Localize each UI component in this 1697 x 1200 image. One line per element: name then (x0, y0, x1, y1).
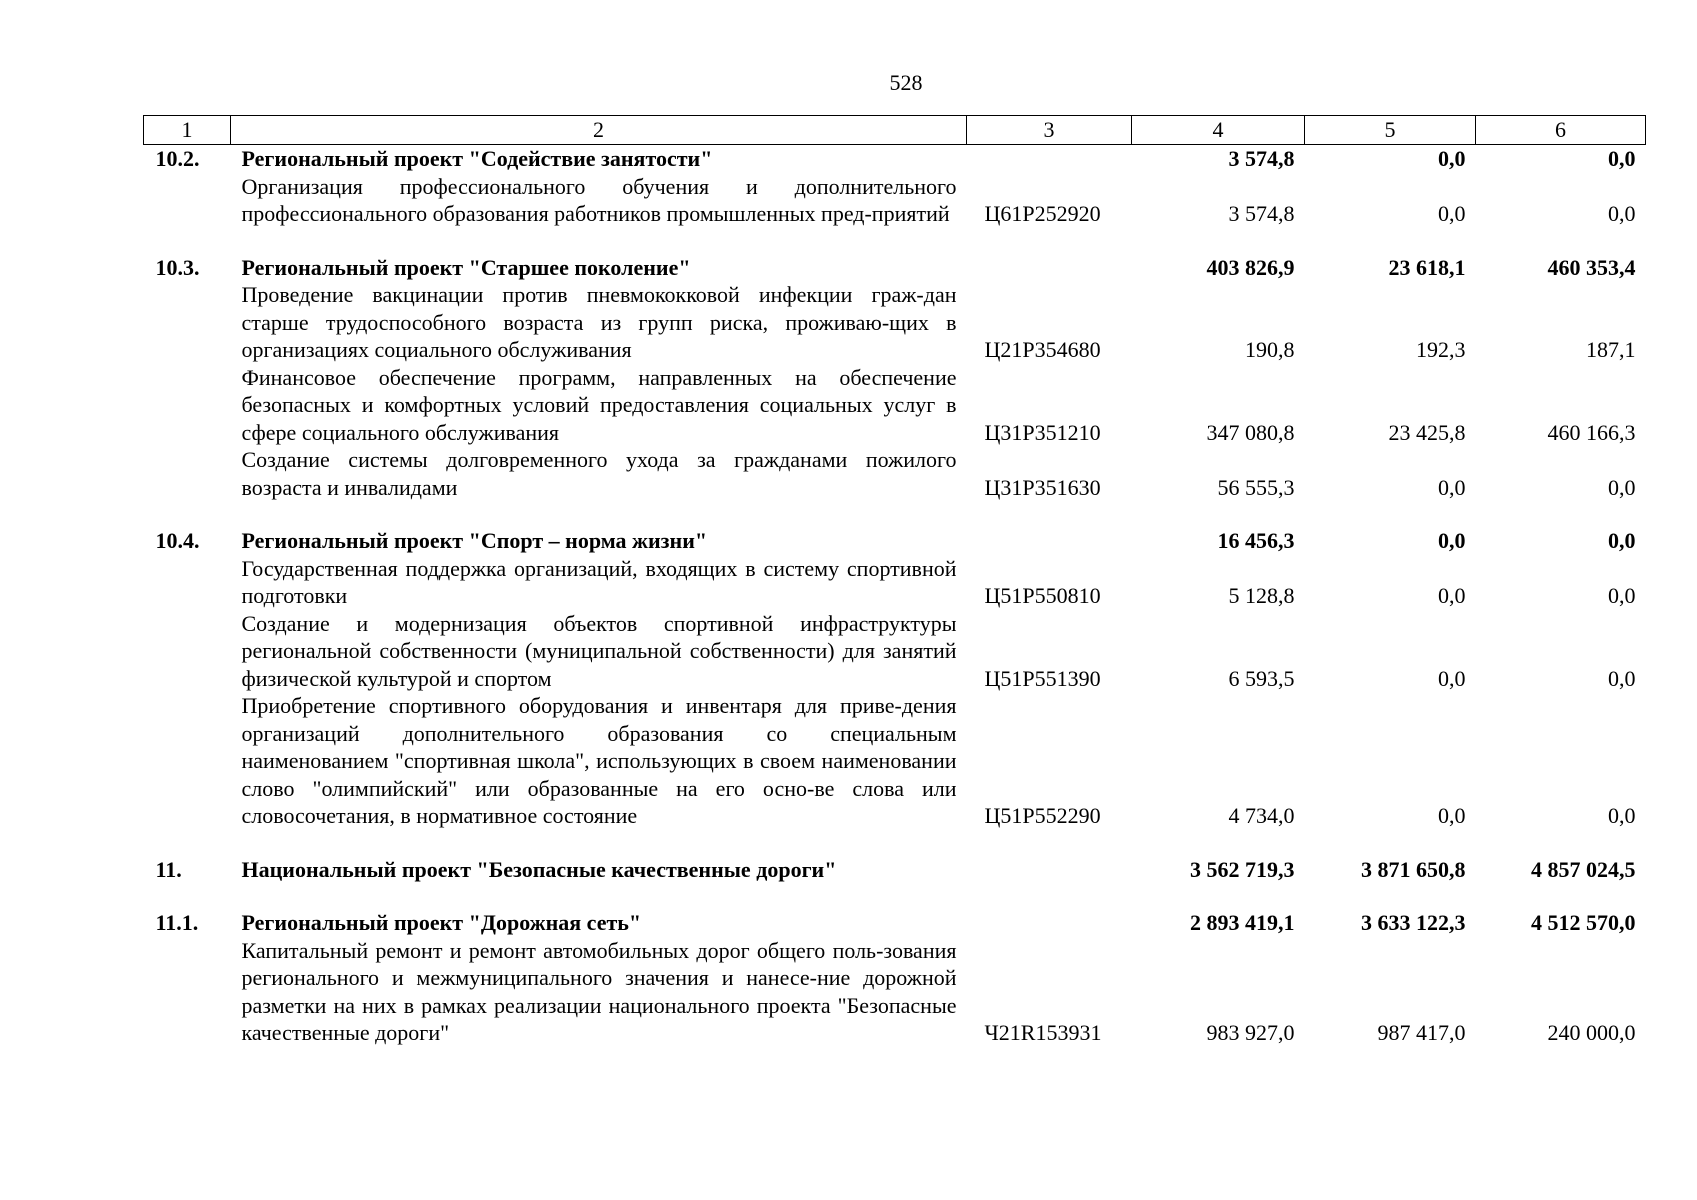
amount-col-4: 983 927,0 (1206, 1020, 1295, 1045)
table-row (144, 610, 1646, 693)
table-row (144, 145, 1646, 173)
item-description: Организация профессионального обучения и дополнительного профессионального образования работников промышленных пред-приятий (241, 173, 957, 226)
amount-col-5: 0,0 (1438, 803, 1466, 828)
item-index (144, 937, 231, 1047)
table-row (144, 692, 1646, 830)
amount-col-6: 240 000,0 (1547, 1020, 1636, 1045)
budget-code: Ц51Р552290 (984, 803, 1101, 828)
item-index (144, 555, 231, 610)
table-row (144, 555, 1646, 610)
amount-col-6: 0,0 (1608, 803, 1636, 828)
budget-code (967, 254, 1132, 282)
amount-col-5: 0,0 (1438, 146, 1466, 171)
header-col-6: 6 (1476, 116, 1646, 145)
section-title: Региональный проект "Содействие занятости" (241, 146, 713, 171)
amount-col-6: 0,0 (1608, 583, 1636, 608)
amount-col-4: 190,8 (1245, 337, 1295, 362)
amount-col-6: 4 857 024,5 (1531, 856, 1636, 882)
amount-col-4: 2 893 419,1 (1190, 910, 1295, 935)
budget-code (967, 909, 1132, 937)
amount-col-6: 0,0 (1608, 474, 1636, 500)
row-spacer (144, 883, 1646, 909)
item-index (144, 281, 231, 364)
amount-col-5: 0,0 (1438, 528, 1466, 553)
section-title: Региональный проект "Дорожная сеть" (241, 910, 642, 935)
amount-col-5: 23 425,8 (1388, 419, 1466, 445)
table-row (144, 254, 1646, 282)
amount-col-5: 987 417,0 (1377, 1020, 1466, 1045)
amount-col-5: 0,0 (1438, 665, 1466, 691)
item-index (144, 364, 231, 447)
header-col-2: 2 (231, 116, 967, 145)
section-title: Региональный проект "Спорт – норма жизни" (241, 528, 708, 553)
item-description: Проведение вакцинации против пневмококковой инфекции граж-дан старше трудоспособного возраста из групп риска, проживаю-щих в организациях социального обслуживания (241, 282, 957, 362)
budget-code: Ц51Р551390 (984, 665, 1101, 691)
header-col-4: 4 (1132, 116, 1305, 145)
budget-code: Ц61Р252920 (984, 201, 1101, 226)
table-row (144, 281, 1646, 364)
table-row (144, 446, 1646, 501)
budget-table (143, 115, 1646, 1047)
header-col-1: 1 (144, 116, 231, 145)
amount-col-4: 3 574,8 (1228, 201, 1295, 226)
amount-col-5: 0,0 (1438, 583, 1466, 608)
item-description: Создание системы долговременного ухода за гражданами пожилого возраста и инвалидами (241, 447, 957, 500)
item-description: Капитальный ремонт и ремонт автомобильных дорог общего поль-зования регионального и межмуниципального значения и нанесе-ние дорожной разметки на них в рамках реализации национального проекта "Безопасные качественные дороги" (241, 937, 957, 1045)
amount-col-4: 3 574,8 (1228, 146, 1295, 171)
item-description: Создание и модернизация объектов спортивной инфраструктуры региональной собственности (муниципальной собственности) для занятий физической культурой и спортом (241, 610, 957, 691)
amount-col-5: 0,0 (1438, 474, 1466, 500)
amount-col-5: 23 618,1 (1388, 254, 1466, 280)
table-row (144, 909, 1646, 937)
row-spacer (144, 501, 1646, 527)
amount-col-4: 347 080,8 (1206, 419, 1295, 445)
amount-col-6: 4 512 570,0 (1531, 910, 1636, 935)
section-index: 11. (155, 856, 182, 882)
amount-col-4: 56 555,3 (1217, 474, 1295, 500)
table-row (144, 173, 1646, 228)
amount-col-5: 192,3 (1416, 337, 1466, 362)
amount-col-4: 5 128,8 (1228, 583, 1295, 608)
budget-code: Ч21R153931 (984, 1020, 1102, 1045)
section-index: 10.3. (155, 254, 200, 280)
budget-code: Ц31Р351630 (984, 474, 1101, 500)
amount-col-6: 187,1 (1586, 337, 1636, 362)
table-row (144, 856, 1646, 884)
budget-code (967, 145, 1132, 173)
budget-code: Ц21Р354680 (984, 337, 1101, 362)
budget-code: Ц51Р550810 (984, 583, 1101, 608)
amount-col-4: 6 593,5 (1228, 665, 1295, 691)
amount-col-6: 0,0 (1608, 665, 1636, 691)
amount-col-4: 3 562 719,3 (1190, 856, 1295, 882)
header-col-3: 3 (967, 116, 1132, 145)
budget-code (967, 856, 1132, 884)
budget-code (967, 527, 1132, 555)
header-col-5: 5 (1305, 116, 1476, 145)
section-index: 10.2. (155, 146, 200, 171)
amount-col-5: 3 871 650,8 (1361, 856, 1466, 882)
table-header (144, 116, 1646, 145)
section-index: 11.1. (155, 910, 199, 935)
row-spacer (144, 830, 1646, 856)
section-title: Региональный проект "Старшее поколение" (241, 254, 691, 280)
item-index (144, 692, 231, 830)
amount-col-6: 460 166,3 (1547, 419, 1636, 445)
amount-col-5: 0,0 (1438, 201, 1466, 226)
amount-col-4: 16 456,3 (1217, 528, 1295, 553)
item-description: Финансовое обеспечение программ, направленных на обеспечение безопасных и комфортных условий предоставления социальных услуг в сфере социального обслуживания (241, 364, 957, 445)
amount-col-6: 460 353,4 (1547, 254, 1636, 280)
table-row (144, 364, 1646, 447)
section-title: Национальный проект "Безопасные качественные дороги" (241, 856, 837, 882)
amount-col-5: 3 633 122,3 (1361, 910, 1466, 935)
item-description: Приобретение спортивного оборудования и инвентаря для приве-дения организаций дополнительного образования со специальным наименованием "спортивная школа", использующих в своем наименовании слово "олимпийский" или образованные на его осно-ве слова или словосочетания, в нормативное состояние (241, 693, 957, 828)
row-spacer (144, 228, 1646, 254)
item-index (144, 173, 231, 228)
page-number: 528 (889, 70, 923, 95)
amount-col-6: 0,0 (1608, 528, 1636, 553)
amount-col-6: 0,0 (1608, 146, 1636, 171)
budget-code: Ц31Р351210 (984, 419, 1101, 445)
table-row (144, 937, 1646, 1047)
amount-col-4: 403 826,9 (1206, 254, 1295, 280)
amount-col-4: 4 734,0 (1228, 803, 1295, 828)
amount-col-6: 0,0 (1608, 201, 1636, 226)
item-index (144, 446, 231, 501)
table-row (144, 527, 1646, 555)
item-description: Государственная поддержка организаций, входящих в систему спортивной подготовки (241, 555, 957, 608)
section-index: 10.4. (155, 528, 200, 553)
item-index (144, 610, 231, 693)
